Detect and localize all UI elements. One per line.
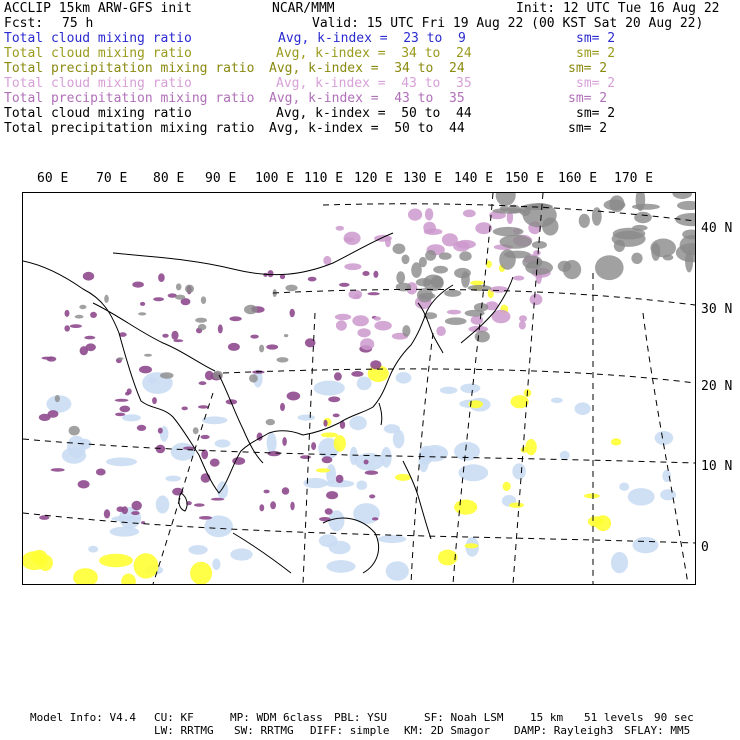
upper-cloud-patch [282, 487, 290, 494]
mid-cloud-patch [99, 554, 133, 567]
upper-cloud-patch [300, 455, 311, 459]
upper-cloud-patch [280, 403, 285, 411]
high-cloud-patch [592, 207, 602, 226]
low-cloud-patch [110, 527, 140, 537]
upper-cloud-patch [104, 509, 110, 518]
high-cloud-patch [198, 324, 206, 330]
upper-cloud-patch [323, 420, 327, 427]
upper-cloud-patch [65, 310, 70, 317]
footer-model-info: Model Info: V4.4 [30, 711, 136, 724]
low-cloud-patch [171, 443, 195, 461]
high-cloud-patch [433, 266, 448, 274]
upper-cloud-patch [162, 334, 168, 338]
field-name-1: Total cloud mixing ratio [4, 31, 192, 46]
field-avg-5: Avg, k-index = 43 to 35 [269, 91, 465, 106]
lat-label: 20 N [701, 379, 733, 394]
high-cloud-patch [213, 371, 223, 380]
high-cloud-patch [474, 303, 488, 312]
lon-label: 100 E [255, 171, 295, 186]
mid-cloud-patch [395, 474, 411, 481]
upper-cloud-patch [287, 392, 301, 401]
low-cloud-patch [202, 416, 228, 424]
low-cloud-patch [212, 559, 220, 571]
mid-cloud-patch [321, 433, 338, 438]
high-cloud-patch [396, 271, 405, 284]
init-time: Init: 12 UTC Tue 16 Aug 22 [516, 1, 720, 16]
upper-cloud-patch [373, 271, 378, 278]
high-cloud-patch [79, 305, 86, 309]
high-cloud-patch [614, 240, 625, 252]
upper-cloud-patch [64, 325, 70, 331]
high-cloud-patch [393, 244, 406, 255]
lon-label: 170 E [614, 171, 654, 186]
high-cloud-patch [138, 312, 146, 315]
upper-cloud-patch [250, 335, 258, 339]
footer-sflay: SFLAY: MM5 [624, 724, 691, 737]
upper-cloud-patch [201, 449, 208, 459]
upper-cloud-patch [513, 276, 524, 281]
upper-cloud-patch [132, 501, 142, 511]
low-cloud-patch [314, 381, 345, 396]
upper-cloud-patch [117, 506, 125, 512]
org-label: NCAR/MMM [272, 1, 335, 16]
upper-cloud-patch [266, 344, 278, 349]
high-cloud-patch [249, 374, 258, 382]
upper-cloud-patch [132, 282, 144, 288]
upper-cloud-patch [86, 343, 96, 351]
upper-cloud-patch [158, 428, 163, 434]
field-avg-3: Avg, k-index = 34 to 24 [269, 61, 465, 76]
mid-cloud-patch [316, 468, 330, 472]
field-avg-4: Avg, k-index = 43 to 35 [276, 76, 472, 91]
upper-cloud-patch [228, 343, 240, 351]
high-cloud-patch [416, 278, 432, 286]
upper-cloud-patch [336, 475, 344, 483]
lon-label: 90 E [205, 171, 237, 186]
high-cloud-patch [160, 372, 174, 378]
upper-cloud-patch [365, 471, 378, 475]
low-cloud-patch [560, 451, 570, 460]
low-cloud-patch [148, 378, 158, 384]
low-cloud-patch [267, 432, 277, 453]
upper-cloud-patch [137, 425, 146, 431]
footer-diff: DIFF: simple [310, 724, 390, 737]
upper-cloud-patch [198, 405, 209, 408]
upper-cloud-patch [336, 320, 347, 330]
high-cloud-patch [176, 283, 182, 290]
high-cloud-patch [459, 251, 471, 261]
high-cloud-patch [663, 255, 674, 261]
upper-cloud-patch [140, 302, 145, 306]
lon-label: 70 E [96, 171, 128, 186]
cloud-field-layer [23, 193, 695, 584]
field-sm-3: sm= 2 [568, 61, 608, 76]
low-cloud-patch [165, 476, 181, 482]
low-cloud-patch [378, 535, 406, 543]
low-cloud-patch [396, 372, 412, 384]
valid-time: Valid: 15 UTC Fri 19 Aug 22 (00 KST Sat 20 Aug 22) [312, 16, 704, 31]
upper-cloud-patch [436, 326, 446, 336]
footer-damp: DAMP: Rayleigh3 [514, 724, 614, 737]
border-india [93, 303, 215, 371]
footer-levels: 51 levels [584, 711, 644, 724]
low-cloud-patch [619, 483, 629, 491]
upper-cloud-patch [364, 460, 369, 465]
upper-cloud-patch [374, 316, 381, 320]
upper-cloud-patch [282, 437, 287, 446]
upper-cloud-patch [311, 442, 316, 450]
footer-timestep: 90 sec [654, 711, 694, 724]
upper-cloud-patch [351, 371, 363, 377]
low-cloud-patch [326, 560, 355, 573]
upper-cloud-patch [83, 272, 94, 281]
high-cloud-patch [117, 357, 123, 360]
upper-cloud-patch [344, 232, 361, 245]
field-name-4: Total cloud mixing ratio [4, 76, 192, 91]
high-cloud-patch [631, 253, 642, 264]
low-cloud-patch [628, 488, 655, 505]
lat-label: 0 [701, 540, 709, 555]
taiwan-coastline [379, 403, 382, 425]
upper-cloud-patch [51, 468, 65, 472]
upper-cloud-patch [362, 271, 369, 276]
field-sm-5: sm= 2 [568, 91, 608, 106]
upper-cloud-patch [447, 310, 461, 315]
high-cloud-patch [244, 305, 257, 315]
high-cloud-patch [75, 315, 84, 319]
lon-label: 120 E [354, 171, 394, 186]
upper-cloud-patch [325, 508, 333, 514]
low-cloud-patch [88, 546, 98, 553]
upper-cloud-patch [372, 517, 379, 520]
philippines-coastline [403, 461, 431, 539]
footer-pbl: PBL: YSU [334, 711, 387, 724]
fcst-value: 75 h [62, 16, 94, 31]
mid-cloud-patch [595, 515, 611, 531]
upper-cloud-patch [519, 315, 527, 322]
upper-cloud-patch [125, 392, 130, 396]
low-cloud-patch [67, 436, 86, 458]
high-cloud-patch [185, 285, 194, 293]
low-cloud-patch [215, 439, 231, 447]
upper-cloud-patch [290, 309, 295, 318]
high-cloud-patch [431, 276, 444, 288]
upper-cloud-patch [115, 413, 125, 417]
low-cloud-patch [230, 548, 252, 560]
low-cloud-patch [106, 457, 137, 466]
high-cloud-patch [492, 208, 526, 214]
high-cloud-patch [285, 285, 297, 292]
upper-cloud-patch [270, 501, 276, 509]
low-cloud-patch [633, 537, 659, 553]
low-cloud-patch [551, 398, 563, 404]
low-cloud-patch [122, 414, 141, 421]
high-cloud-patch [563, 260, 581, 279]
lat-label: 30 N [701, 302, 733, 317]
field-name-2: Total cloud mixing ratio [4, 46, 192, 61]
low-cloud-patch [384, 424, 400, 433]
field-sm-7: sm= 2 [568, 121, 608, 136]
low-cloud-patch [611, 552, 628, 573]
footer-cu: CU: KF [154, 711, 194, 724]
upper-cloud-patch [152, 397, 157, 404]
upper-cloud-patch [335, 314, 351, 320]
footer-resolution: 15 km [530, 711, 564, 724]
low-cloud-patch [357, 377, 372, 391]
high-cloud-patch [266, 419, 275, 425]
field-name-7: Total precipitation mixing ratio [4, 121, 255, 136]
upper-cloud-patch [408, 209, 422, 221]
upper-cloud-patch [339, 283, 350, 287]
mid-cloud-patch [454, 500, 477, 515]
map-canvas [23, 193, 695, 584]
mid-cloud-patch [38, 555, 53, 571]
high-cloud-patch [613, 228, 646, 240]
upper-cloud-patch [211, 498, 225, 501]
upper-cloud-patch [344, 263, 361, 270]
high-cloud-patch [675, 213, 695, 226]
upper-cloud-patch [78, 480, 90, 488]
upper-cloud-patch [308, 277, 317, 282]
upper-cloud-patch [119, 406, 130, 413]
footer-mp: MP: WDM 6class [230, 711, 323, 724]
high-cloud-patch [104, 295, 109, 303]
upper-cloud-patch [139, 366, 152, 374]
high-cloud-patch [55, 395, 60, 402]
upper-cloud-patch [268, 270, 274, 277]
field-name-6: Total cloud mixing ratio [4, 106, 192, 121]
upper-cloud-patch [334, 372, 342, 380]
high-cloud-patch [69, 426, 80, 436]
forecast-map [22, 192, 696, 585]
high-cloud-patch [277, 357, 289, 362]
high-cloud-patch [677, 201, 695, 210]
lon-label: 60 E [37, 171, 69, 186]
upper-cloud-patch [368, 292, 380, 295]
upper-cloud-patch [530, 294, 543, 305]
high-cloud-patch [419, 293, 436, 300]
upper-cloud-patch [201, 473, 211, 482]
upper-cloud-patch [229, 316, 241, 321]
low-cloud-patch [156, 496, 170, 514]
upper-cloud-patch [264, 490, 270, 494]
mid-cloud-patch [134, 553, 159, 578]
high-cloud-patch [284, 334, 288, 337]
field-avg-2: Avg, k-index = 34 to 24 [276, 46, 472, 61]
lon-label: 130 E [403, 171, 443, 186]
high-cloud-patch [500, 235, 532, 249]
upper-cloud-patch [370, 360, 381, 369]
upper-cloud-patch [456, 240, 476, 249]
upper-cloud-patch [322, 456, 333, 463]
low-cloud-patch [356, 480, 367, 490]
high-cloud-patch [504, 251, 531, 259]
fcst-label: Fcst: [4, 16, 44, 31]
upper-cloud-patch [263, 273, 267, 277]
upper-cloud-patch [90, 312, 97, 318]
mid-cloud-patch [503, 482, 511, 491]
low-cloud-patch [575, 402, 591, 415]
high-cloud-patch [144, 354, 152, 357]
low-cloud-patch [386, 561, 409, 581]
upper-cloud-patch [199, 516, 212, 520]
high-cloud-patch [396, 283, 411, 292]
footer-sw: SW: RRTMG [234, 724, 294, 737]
high-cloud-patch [175, 295, 185, 300]
upper-cloud-patch [96, 469, 106, 476]
high-cloud-patch [193, 427, 199, 434]
mid-cloud-patch [584, 494, 600, 499]
high-cloud-patch [419, 257, 427, 267]
upper-cloud-patch [194, 503, 205, 506]
lat-label: 10 N [701, 459, 733, 474]
upper-cloud-patch [39, 414, 51, 421]
upper-cloud-patch [352, 315, 369, 326]
high-cloud-patch [259, 345, 264, 353]
upper-cloud-patch [199, 381, 207, 385]
high-cloud-patch [634, 212, 652, 223]
mid-cloud-patch [121, 574, 136, 584]
upper-cloud-patch [326, 491, 338, 499]
mid-cloud-patch [438, 550, 458, 566]
footer-km: KM: 2D Smagor [404, 724, 491, 737]
upper-cloud-patch [70, 324, 82, 328]
field-sm-6: sm= 2 [576, 106, 616, 121]
high-cloud-patch [493, 227, 524, 236]
upper-cloud-patch [173, 339, 183, 342]
footer-sf: SF: Noah LSM [424, 711, 504, 724]
upper-cloud-patch [360, 338, 374, 350]
field-avg-7: Avg, k-index = 50 to 44 [269, 121, 465, 136]
low-cloud-patch [217, 481, 228, 499]
field-name-5: Total precipitation mixing ratio [4, 91, 255, 106]
upper-cloud-patch [290, 502, 294, 511]
lon-label: 80 E [153, 171, 185, 186]
low-cloud-patch [349, 416, 367, 430]
upper-cloud-patch [182, 407, 188, 411]
lon-label: 110 E [304, 171, 344, 186]
high-cloud-patch [579, 214, 590, 228]
upper-cloud-patch [205, 371, 214, 380]
mid-cloud-patch [509, 503, 524, 508]
mid-cloud-patch [465, 543, 479, 548]
upper-cloud-patch [218, 324, 223, 333]
upper-cloud-patch [115, 399, 129, 402]
upper-cloud-patch [442, 233, 458, 246]
low-cloud-patch [655, 431, 674, 445]
lon-label: 160 E [558, 171, 598, 186]
mid-cloud-patch [470, 281, 484, 286]
upper-cloud-patch [336, 226, 345, 231]
high-cloud-patch [672, 193, 692, 199]
upper-cloud-patch [490, 286, 508, 293]
upper-cloud-patch [201, 435, 210, 439]
upper-cloud-patch [131, 511, 139, 515]
low-cloud-patch [329, 541, 351, 554]
upper-cloud-patch [471, 316, 484, 325]
upper-cloud-patch [158, 273, 165, 282]
upper-cloud-patch [357, 328, 370, 337]
low-cloud-patch [189, 545, 208, 555]
high-cloud-patch [425, 250, 436, 261]
field-avg-1: Avg, k-index = 23 to 9 [278, 31, 466, 46]
high-cloud-patch [454, 268, 471, 278]
upper-cloud-patch [84, 336, 95, 340]
low-cloud-patch [440, 387, 458, 394]
upper-cloud-patch [374, 321, 391, 331]
high-cloud-patch [650, 239, 676, 258]
footer-lw: LW: RRTMG [154, 724, 214, 737]
high-cloud-patch [685, 250, 693, 272]
upper-cloud-patch [171, 331, 178, 340]
field-sm-1: sm= 2 [576, 31, 616, 46]
high-cloud-patch [595, 255, 624, 280]
low-cloud-patch [298, 415, 315, 421]
high-cloud-patch [445, 317, 467, 325]
low-cloud-patch [460, 384, 480, 394]
high-cloud-patch [496, 193, 516, 206]
high-cloud-patch [195, 318, 207, 323]
high-cloud-patch [444, 290, 461, 297]
field-name-3: Total precipitation mixing ratio [4, 61, 255, 76]
srilanka-coastline [179, 493, 187, 511]
field-sm-4: sm= 2 [576, 76, 616, 91]
lon-label: 140 E [454, 171, 494, 186]
upper-cloud-patch [268, 451, 281, 456]
upper-cloud-patch [369, 494, 375, 498]
upper-cloud-patch [333, 414, 340, 418]
high-cloud-patch [525, 261, 553, 275]
upper-cloud-patch [42, 357, 53, 360]
upper-cloud-patch [354, 294, 361, 299]
lat-line-30n [273, 289, 695, 305]
upper-cloud-patch [425, 208, 433, 220]
low-cloud-patch [512, 463, 526, 479]
mid-cloud-patch [611, 438, 621, 445]
upper-cloud-patch [423, 222, 436, 234]
high-cloud-patch [201, 296, 206, 304]
high-cloud-patch [402, 325, 410, 337]
high-cloud-patch [523, 203, 553, 210]
upper-cloud-patch [210, 459, 220, 467]
model-title: ACCLIP 15km ARW-GFS init [4, 1, 192, 16]
field-sm-2: sm= 2 [576, 46, 616, 61]
mid-cloud-patch [525, 439, 536, 455]
lat-line-20n [223, 369, 695, 383]
upper-cloud-patch [463, 210, 476, 218]
upper-cloud-patch [328, 396, 340, 402]
mid-cloud-patch [73, 568, 98, 584]
lon-label: 150 E [505, 171, 545, 186]
mid-cloud-patch [190, 562, 212, 584]
high-cloud-patch [439, 252, 452, 259]
high-cloud-patch [604, 200, 626, 211]
high-cloud-patch [475, 331, 490, 343]
upper-cloud-patch [153, 297, 164, 301]
upper-cloud-patch [519, 321, 526, 330]
mid-cloud-patch [334, 435, 346, 452]
high-cloud-patch [402, 255, 410, 265]
upper-cloud-patch [259, 504, 264, 511]
field-avg-6: Avg, k-index = 50 to 44 [276, 106, 472, 121]
lat-label: 40 N [701, 221, 733, 236]
